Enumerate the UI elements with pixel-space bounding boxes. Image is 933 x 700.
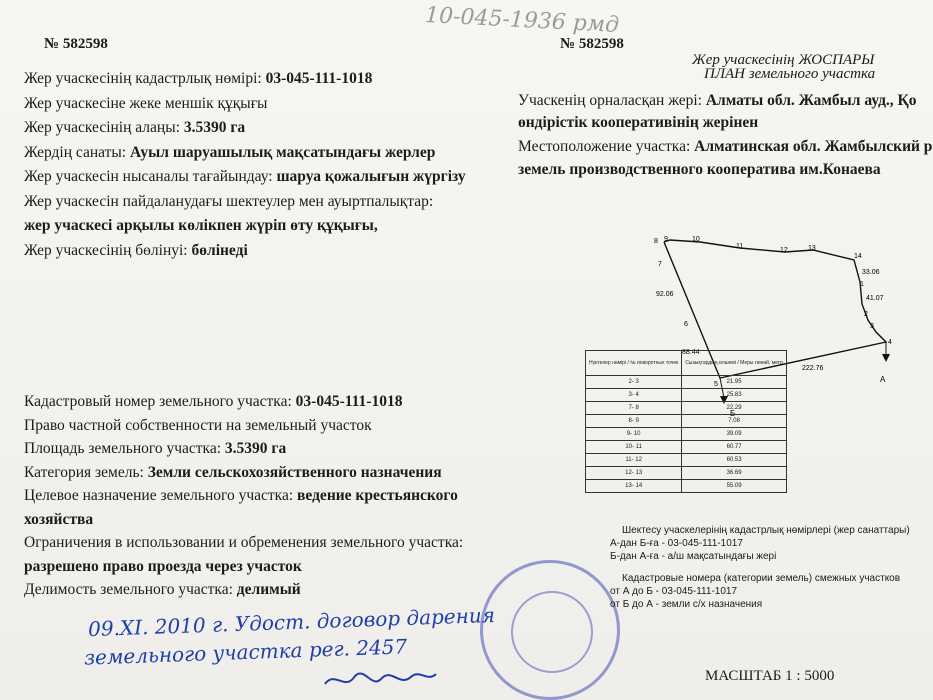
kz-line-1: [24, 70, 372, 88]
ru-value: Земли сельскохозяйственного назначения: [147, 463, 442, 481]
location-ru-cont: земель производственного кооператива им.Конаева: [518, 161, 881, 178]
table-cell-length: 39.09: [682, 428, 787, 441]
ru-line-2: [24, 417, 372, 435]
arrow-a-head: [882, 354, 890, 362]
ru-line-3: [24, 440, 286, 458]
point-label-6: 6: [684, 321, 688, 328]
ru-value: хозяйства: [24, 510, 94, 528]
point-label-3: 3: [870, 323, 874, 330]
table-cell-length: 36.69: [682, 467, 787, 480]
point-label-4: 4: [888, 339, 892, 346]
handwritten-registration-number: 10-045-1936 рмд: [424, 2, 620, 39]
table-row: [586, 415, 787, 428]
adjacent-ru-title: Кадастровые номера (категории земель) смежных участков: [622, 573, 901, 584]
ru-label: Право частной собственности на земельный участок: [24, 416, 372, 434]
kz-label: Жер учаскесін нысаналы тағайындау:: [24, 168, 277, 185]
ru-line-8: [24, 558, 302, 576]
kz-line-4: [24, 144, 435, 162]
kz-value: жер учаскесі арқылы көлікпен жүріп өту құқығы,: [24, 217, 378, 234]
length-label-3: 222.76: [802, 365, 824, 372]
official-stamp: [480, 560, 620, 700]
table-cell-points: 8- 9: [586, 415, 682, 428]
ru-label: Делимость земельного участка:: [24, 581, 237, 598]
kz-label: Жер учаскесінің бөлінуі:: [24, 241, 192, 259]
certificate-number-left: № 582598: [44, 36, 108, 52]
kz-label: Жер учаскесіне жеке меншік құқығы: [24, 94, 268, 112]
table-row: [586, 467, 787, 480]
adjacent-kz-title: Шектесу учаскелерінің кадастрлық нөмірлері (жер санаттары): [622, 525, 910, 536]
table-cell-points: 9- 10: [586, 428, 682, 441]
kz-value: шаруа қожалығын жүргізу: [276, 168, 466, 185]
map-scale: МАСШТАБ 1 : 5000: [705, 668, 835, 684]
plan-title-ru: ПЛАН земельного участка: [704, 66, 876, 82]
kz-value: 3.5390 га: [183, 119, 246, 136]
point-label-11: 11: [736, 243, 744, 250]
location-kz-cont: өндірістік кооперативінің жерінен: [518, 114, 759, 131]
table-cell-length: 25.83: [682, 389, 787, 402]
line-measurements-table: [585, 350, 787, 493]
point-label-1: 1: [860, 281, 864, 288]
ru-label: Целевое назначение земельного участка:: [24, 487, 298, 504]
adjacent-ru-1: от А до Б - 03-045-111-1017: [610, 586, 738, 597]
location-kz: Учаскенің орналасқан жері: Алматы обл. Жамбыл ауд., Қо: [518, 92, 917, 109]
table-row: [586, 376, 787, 389]
kz-line-7: [24, 217, 378, 235]
ru-label: Кадастровый номер земельного участка:: [24, 393, 296, 410]
table-cell-points: 13- 14: [586, 480, 682, 493]
table-row: [586, 428, 787, 441]
ru-value: 3.5390 га: [224, 440, 287, 457]
handwritten-note-line-1: 09.XI. 2010 г. Удост. договор дарения: [87, 602, 496, 642]
location-ru: Местоположение участка: Алматинская обл. Жамбылский р: [518, 138, 933, 155]
point-label-2: 2: [864, 311, 868, 318]
handwritten-note-line-2: земельного участка рег. 2457: [83, 634, 408, 670]
signature-image: [320, 662, 440, 698]
kz-line-5: [24, 168, 466, 186]
table-cell-length: 7.08: [682, 415, 787, 428]
length-label-4: 33.06: [862, 269, 880, 276]
point-label-8: 8: [654, 238, 658, 245]
kz-line-6: [24, 193, 433, 211]
point-label-13: 13: [808, 245, 816, 252]
table-cell-length: 60.53: [682, 454, 787, 467]
table-row: [586, 402, 787, 415]
table-cell-length: 21.95: [682, 376, 787, 389]
kz-line-2: [24, 95, 267, 113]
ru-label: Ограничения в использовании и обременения земельного участка:: [24, 534, 464, 551]
kz-label: Жердің санаты:: [24, 143, 130, 161]
table-cell-points: 7- 8: [586, 402, 682, 415]
kz-value: бөлінеді: [191, 241, 248, 259]
ru-value: разрешено право проезда через участок: [24, 557, 302, 575]
table-cell-points: 12- 13: [586, 467, 682, 480]
table-row: [586, 441, 787, 454]
kz-value: 03-045-111-1018: [265, 70, 373, 87]
point-label-5: 5: [714, 381, 718, 388]
adjacent-ru-2: от Б до А - земли с/х назначения: [610, 599, 763, 610]
plan-title-kz: Жер учаскесінің ЖОСПАРЫ: [692, 52, 875, 68]
kz-value: Ауыл шаруашылық мақсатындағы жерлер: [129, 143, 436, 161]
ru-line-1: [24, 393, 402, 411]
kz-line-8: [24, 242, 248, 260]
table-row: [586, 454, 787, 467]
adjacent-kz-2: Б-дан А-ға - а/ш мақсатындағы жері: [610, 551, 777, 562]
certificate-number-right: № 582598: [560, 36, 624, 52]
table-cell-points: 2- 3: [586, 376, 682, 389]
ru-value: ведение крестьянского: [297, 487, 458, 504]
table-header-lengths: Сызықтардың өлшемі / Меры линий, метр: [682, 351, 787, 376]
point-label-7: 7: [658, 261, 662, 268]
table-cell-points: 11- 12: [586, 454, 682, 467]
ru-line-4: [24, 464, 442, 482]
kz-label: Жер учаскесін пайдаланудағы шектеулер мен ауыртпалықтар:: [24, 192, 434, 210]
ru-value: 03-045-111-1018: [295, 393, 403, 410]
table-cell-points: 3- 4: [586, 389, 682, 402]
kz-label: Жер учаскесінің алаңы:: [24, 119, 184, 136]
length-label-2: 88.44: [682, 349, 700, 356]
ru-value: делимый: [236, 581, 301, 598]
kz-label: Жер учаскесінің кадастрлық нөмірі:: [24, 70, 266, 87]
table-header-points: Нүктелер нөмірі / № поворотных точек: [586, 351, 682, 376]
length-label-5: 41.07: [866, 295, 884, 302]
table-cell-points: 10- 11: [586, 441, 682, 454]
ru-line-5: [24, 487, 458, 505]
point-label-12: 12: [780, 247, 788, 254]
adjacent-kz-1: А-дан Б-ға - 03-045-111-1017: [610, 538, 743, 549]
letter-b: Б: [730, 409, 736, 418]
table-cell-length: 22.29: [682, 402, 787, 415]
letter-a: А: [880, 375, 886, 384]
table-row: [586, 480, 787, 493]
kz-line-3: [24, 119, 245, 137]
table-row: [586, 389, 787, 402]
point-label-14: 14: [854, 253, 862, 260]
point-label-9: 9: [664, 236, 668, 243]
table-cell-length: 60.77: [682, 441, 787, 454]
ru-line-7: [24, 534, 463, 552]
ru-label: Категория земель:: [24, 463, 148, 481]
length-label-1: 92.06: [656, 291, 674, 298]
point-label-10: 10: [692, 236, 700, 243]
table-cell-length: 55.09: [682, 480, 787, 493]
ru-label: Площадь земельного участка:: [24, 440, 225, 457]
ru-line-9: [24, 581, 301, 599]
ru-line-6: [24, 511, 93, 529]
